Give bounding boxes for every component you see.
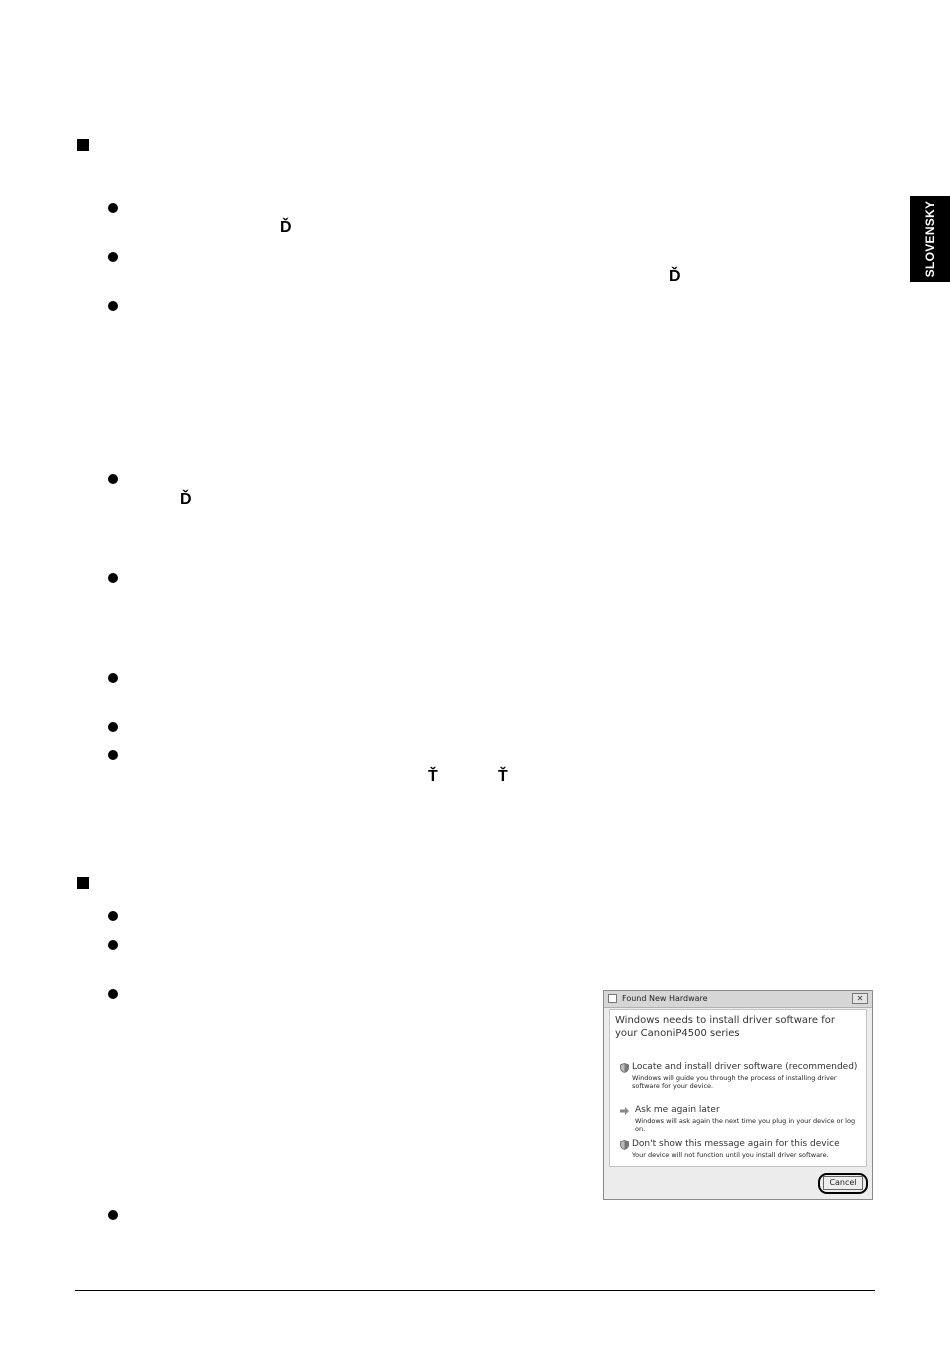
hardware-icon <box>608 994 617 1003</box>
bullet <box>108 203 118 213</box>
bullet <box>108 1210 118 1220</box>
option-description: Your device will not function until you install driver software. <box>632 1151 829 1159</box>
shield-icon <box>620 1063 629 1073</box>
locate-install-option[interactable]: Locate and install driver software (recommended) <box>632 1062 858 1072</box>
dialog-titlebar <box>604 991 872 1008</box>
close-icon[interactable]: ✕ <box>852 993 868 1004</box>
bullet <box>108 673 118 683</box>
accent-glyph: Ď <box>180 491 192 508</box>
accent-glyph: Ť <box>428 768 438 785</box>
bullet <box>108 252 118 262</box>
bullet <box>108 750 118 760</box>
language-tab <box>910 196 950 282</box>
option-description: Windows will ask again the next time you plug in your device or log on. <box>635 1117 856 1133</box>
option-description: Windows will guide you through the process of installing driver software for your device. <box>632 1074 837 1090</box>
language-tab-label: SLOVENSKY <box>923 200 937 278</box>
bullet <box>108 989 118 999</box>
bullet <box>108 722 118 732</box>
accent-glyph: Ť <box>498 768 508 785</box>
dialog-content <box>609 1009 867 1167</box>
bullet <box>108 573 118 583</box>
dialog-title: Found New Hardware <box>622 994 708 1003</box>
section-marker <box>77 139 89 151</box>
bullet <box>108 301 118 311</box>
bullet <box>108 940 118 950</box>
section-marker <box>77 877 89 889</box>
footer-rule <box>75 1290 875 1291</box>
cancel-button[interactable]: Cancel <box>823 1176 863 1190</box>
bullet <box>108 474 118 484</box>
dont-show-option[interactable]: Don't show this message again for this device <box>632 1139 840 1149</box>
shield-icon <box>620 1140 629 1150</box>
dialog-heading: Windows needs to install driver software for your CanoniP4500 series <box>615 1015 835 1039</box>
accent-glyph: Ď <box>280 219 292 236</box>
bullet <box>108 911 118 921</box>
arrow-icon <box>620 1106 629 1116</box>
accent-glyph: Ď <box>669 268 681 285</box>
found-new-hardware-dialog <box>603 990 873 1200</box>
ask-later-option[interactable]: Ask me again later <box>635 1105 720 1115</box>
